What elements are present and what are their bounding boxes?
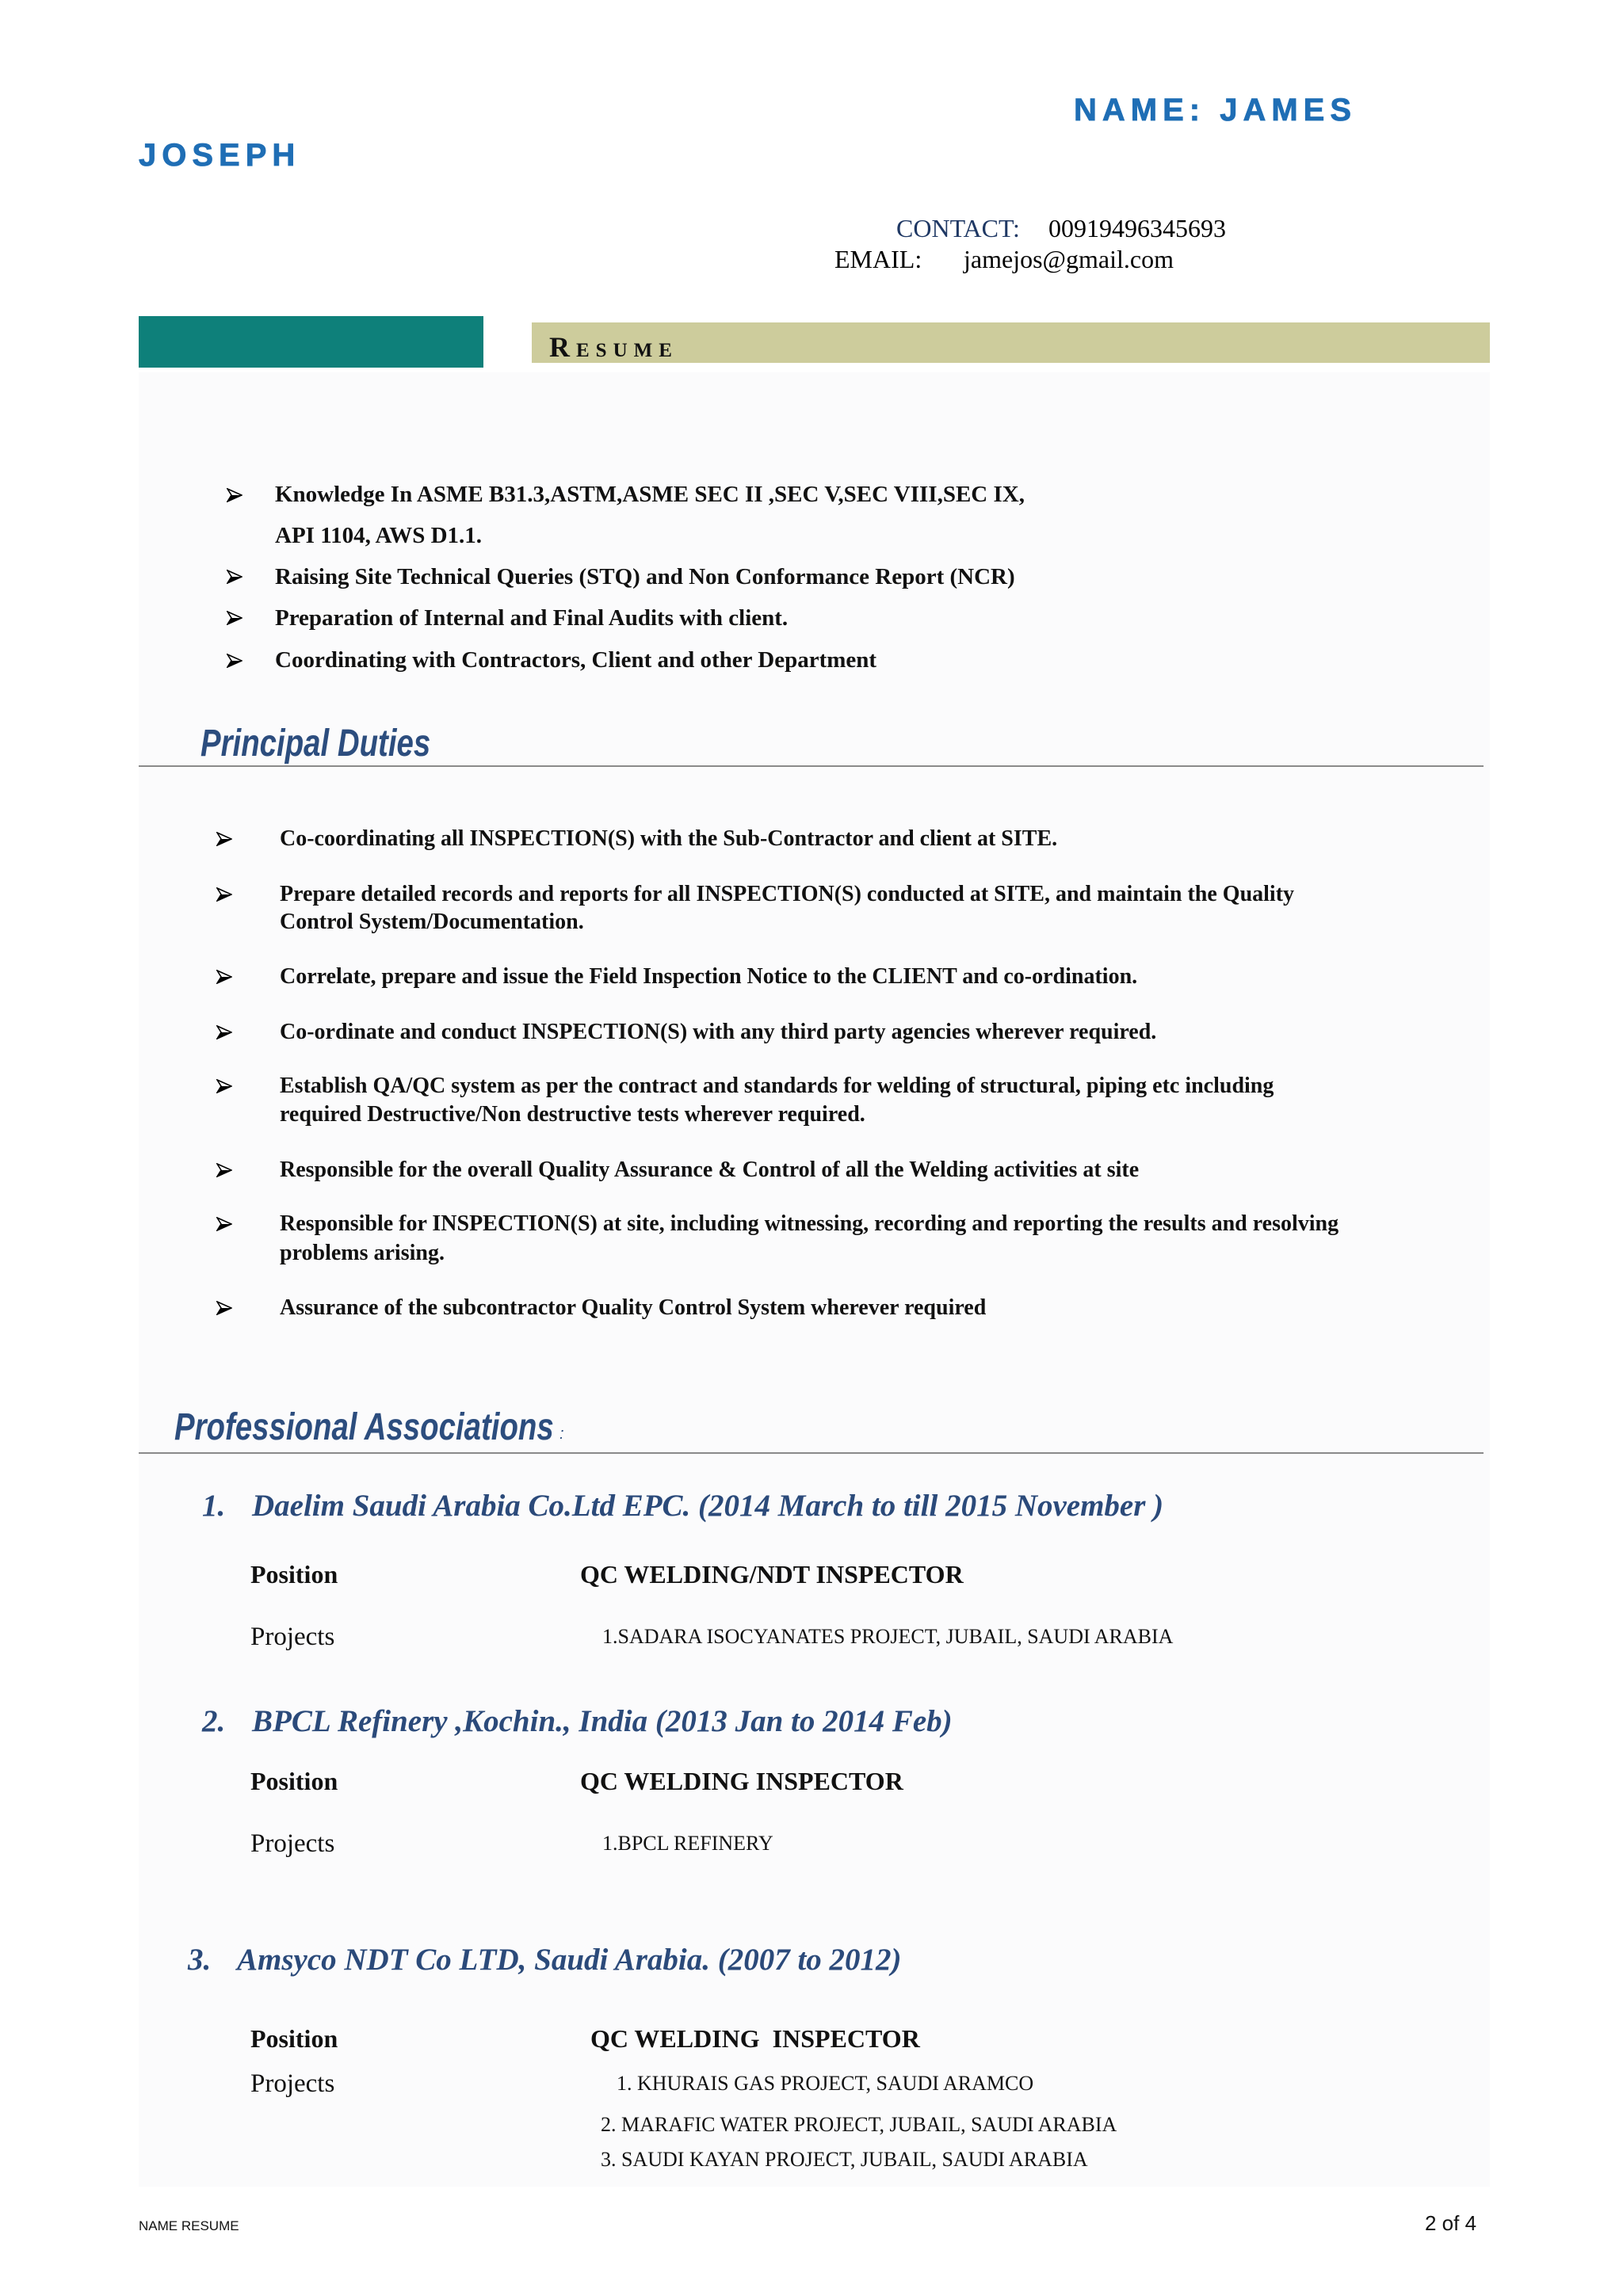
skill-item-text: Knowledge In ASME B31.3,ASTM,ASME SEC II ,SEC V,SEC VIII,SEC IX, — [275, 482, 1025, 507]
footer-document-label: NAME RESUME — [139, 2218, 239, 2233]
project-item: 3. SAUDI KAYAN PROJECT, JUBAIL, SAUDI ARABIA — [601, 2148, 1088, 2171]
arrowhead-bullet-icon — [216, 1079, 232, 1093]
duty-item-text: Prepare detailed records and reports for all INSPECTION(S) conducted at SITE, and maintain the Quality — [280, 882, 1295, 906]
arrowhead-bullet-icon — [216, 1217, 232, 1231]
projects-label: Projects — [250, 1623, 335, 1651]
duty-item-text: Responsible for INSPECTION(S) at site, including witnessing, recording and reporting the results and resolving — [280, 1211, 1339, 1236]
arrowhead-bullet-icon — [216, 887, 232, 902]
entry-number: 2. — [202, 1704, 226, 1738]
contact-label: CONTACT: — [896, 214, 1020, 242]
contact-value: 00919496345693 — [1048, 214, 1226, 242]
project-item: 2. MARAFIC WATER PROJECT, JUBAIL, SAUDI ARABIA — [601, 2113, 1117, 2136]
section-divider — [139, 1452, 1484, 1454]
arrowhead-bullet-icon — [216, 1301, 232, 1315]
professional-associations-heading: Professional Associations — [174, 1406, 554, 1448]
teal-banner-bar — [139, 316, 483, 368]
project-item: 1.SADARA ISOCYANATES PROJECT, JUBAIL, SAUDI ARABIA — [602, 1625, 1174, 1648]
duty-item-text: Correlate, prepare and issue the Field Inspection Notice to the CLIENT and co-ordination. — [280, 964, 1138, 989]
section-divider — [139, 765, 1484, 767]
skill-item-text: Preparation of Internal and Final Audits with client. — [275, 605, 789, 631]
page-indicator: 2 of 4 — [1425, 2211, 1477, 2235]
heading-colon: : — [559, 1425, 564, 1443]
duty-item-text: Co-ordinate and conduct INSPECTION(S) with any third party agencies wherever required. — [280, 1020, 1157, 1044]
position-label: Position — [250, 1560, 338, 1589]
position-value: QC WELDING INSPECTOR — [580, 1767, 903, 1795]
skill-item-text: Coordinating with Contractors, Client and other Department — [275, 647, 877, 673]
email-value: jamejos@gmail.com — [964, 245, 1174, 273]
entry-number: 1. — [202, 1489, 226, 1523]
arrowhead-bullet-icon — [227, 570, 242, 584]
page-content-background — [139, 372, 1490, 2187]
projects-label: Projects — [250, 2069, 335, 2098]
arrowhead-bullet-icon — [216, 1163, 232, 1177]
position-value: QC WELDING INSPECTOR — [590, 2024, 920, 2053]
position-label: Position — [250, 1767, 338, 1795]
position-value: QC WELDING/NDT INSPECTOR — [580, 1560, 964, 1589]
position-label: Position — [250, 2024, 338, 2053]
duty-item-text-continuation: Control System/Documentation. — [280, 910, 584, 934]
projects-label: Projects — [250, 1829, 335, 1858]
arrowhead-bullet-icon — [216, 1025, 232, 1039]
resume-banner-title: Resume — [549, 331, 678, 363]
principal-duties-heading: Principal Duties — [200, 723, 431, 765]
duty-item-text: Establish QA/QC system as per the contract and standards for welding of structural, piping etc including — [280, 1074, 1274, 1098]
entry-number: 3. — [188, 1943, 212, 1977]
name-second-line: JOSEPH — [139, 138, 301, 173]
duty-item-text-continuation: problems arising. — [280, 1241, 445, 1265]
skill-item-text-continuation: API 1104, AWS D1.1. — [275, 523, 483, 548]
entry-title: Amsyco NDT Co LTD, Saudi Arabia. (2007 to 2012) — [237, 1943, 902, 1977]
project-item: 1.BPCL REFINERY — [602, 1832, 773, 1855]
entry-title: Daelim Saudi Arabia Co.Ltd EPC. (2014 March to till 2015 November ) — [252, 1489, 1164, 1523]
arrowhead-bullet-icon — [216, 970, 232, 984]
duty-item-text: Assurance of the subcontractor Quality Control System wherever required — [280, 1295, 987, 1320]
email-label: EMAIL: — [834, 245, 922, 273]
name-first-line: NAME: JAMES — [1074, 93, 1358, 128]
duty-item-text: Co-coordinating all INSPECTION(S) with the Sub-Contractor and client at SITE. — [280, 826, 1058, 851]
arrowhead-bullet-icon — [227, 488, 242, 502]
arrowhead-bullet-icon — [227, 611, 242, 625]
arrowhead-bullet-icon — [227, 654, 242, 668]
duty-item-text: Responsible for the overall Quality Assurance & Control of all the Welding activities at site — [280, 1158, 1140, 1182]
skill-item-text: Raising Site Technical Queries (STQ) and Non Conformance Report (NCR) — [275, 564, 1015, 589]
project-item: 1. KHURAIS GAS PROJECT, SAUDI ARAMCO — [617, 2072, 1034, 2095]
duty-item-text-continuation: required Destructive/Non destructive tests wherever required. — [280, 1102, 865, 1127]
entry-title: BPCL Refinery ,Kochin., India (2013 Jan to 2014 Feb) — [252, 1704, 953, 1738]
arrowhead-bullet-icon — [216, 832, 232, 846]
